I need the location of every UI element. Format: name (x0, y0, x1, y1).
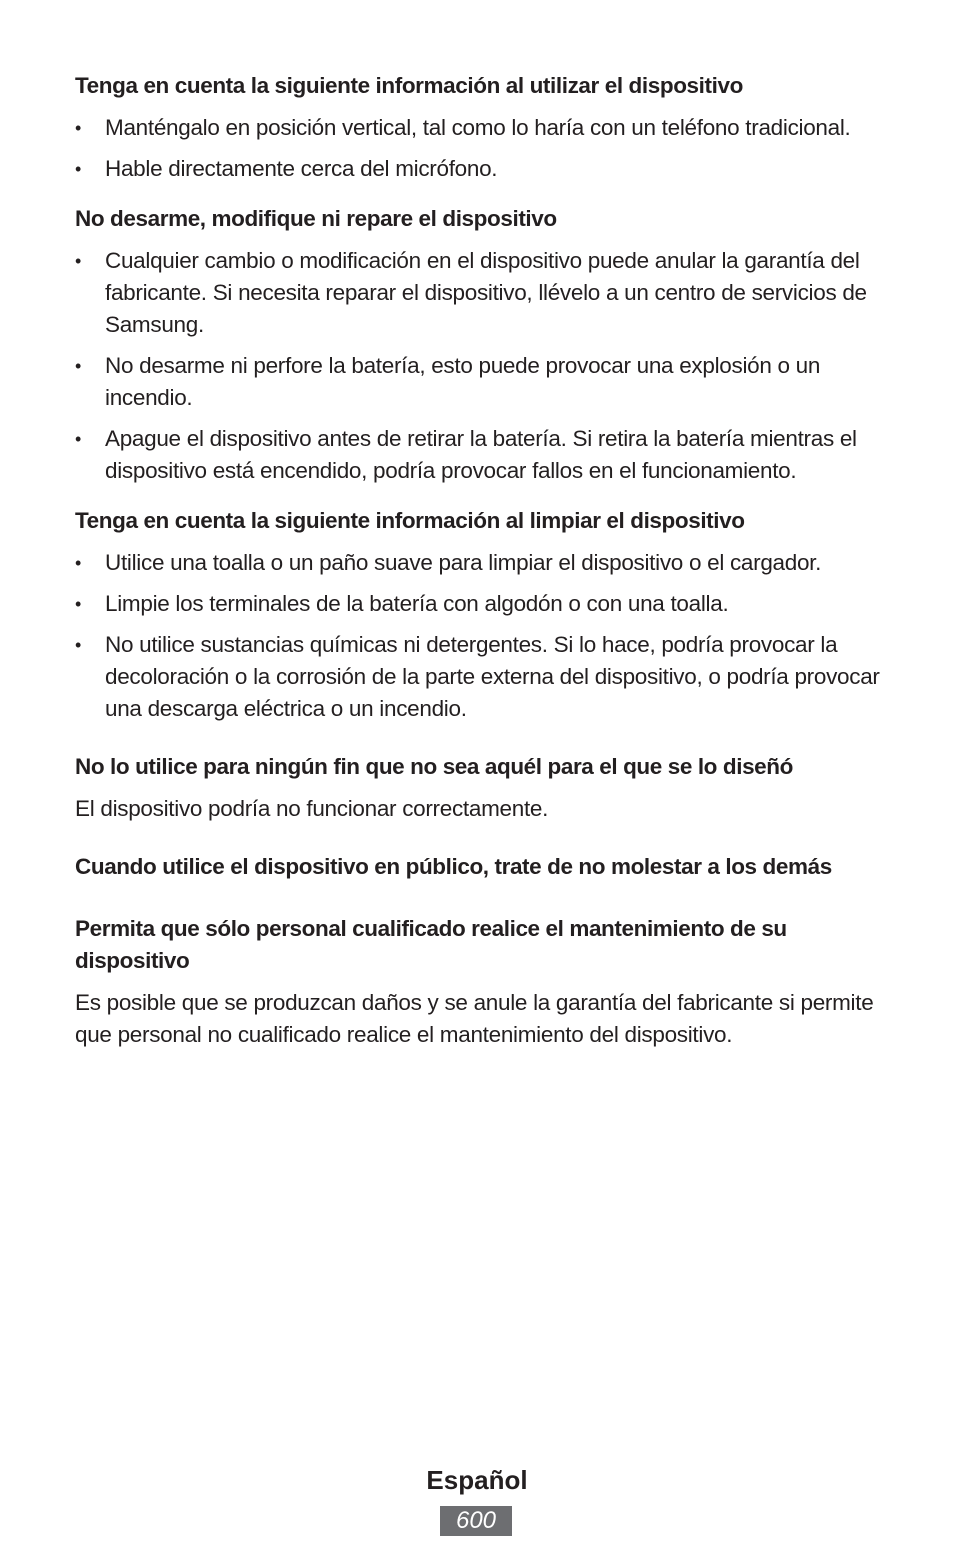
list-item-text: Cualquier cambio o modificación en el dispositivo puede anular la garantía del fabricante. Si necesita reparar el dispositivo, llévelo a un centro de servicios de Samsung. (105, 248, 867, 337)
list-item (75, 547, 883, 579)
list-item (75, 112, 883, 144)
document-body (75, 70, 883, 1051)
bullet-list (75, 245, 883, 487)
bullet-icon: • (75, 356, 82, 376)
bullet-icon: • (75, 251, 82, 271)
section-heading: Cuando utilice el dispositivo en público, trate de no molestar a los demás (75, 854, 832, 879)
bullet-icon: • (75, 594, 82, 614)
section-public-use (75, 851, 883, 883)
list-item (75, 588, 883, 620)
list-item-text: No desarme ni perfore la batería, esto puede provocar una explosión o un incendio. (105, 353, 821, 410)
section-heading: Permita que sólo personal cualificado realice el mantenimiento de su dispositivo (75, 916, 787, 973)
list-item (75, 423, 883, 487)
bullet-icon: • (75, 118, 82, 138)
bullet-list (75, 547, 883, 725)
section-text: Es posible que se produzcan daños y se anule la garantía del fabricante si permite que personal no cualificado realice el mantenimiento del dispositivo. (75, 990, 874, 1047)
bullet-icon: • (75, 429, 82, 449)
list-item-text: Manténgalo en posición vertical, tal como lo haría con un teléfono tradicional. (105, 115, 851, 140)
list-item (75, 629, 883, 725)
section-no-disassemble (75, 203, 883, 487)
section-text: El dispositivo podría no funcionar correctamente. (75, 796, 549, 821)
bullet-icon: • (75, 159, 82, 179)
section-cleaning (75, 505, 883, 725)
bullet-icon: • (75, 635, 82, 655)
list-item (75, 245, 883, 341)
footer-language: Español (426, 1465, 528, 1495)
list-item-text: Limpie los terminales de la batería con algodón o con una toalla. (105, 591, 729, 616)
section-heading: No desarme, modifique ni repare el dispositivo (75, 206, 557, 231)
bullet-list (75, 112, 883, 185)
page-number-badge: 600 (440, 1506, 512, 1536)
section-heading: Tenga en cuenta la siguiente información al utilizar el dispositivo (75, 73, 743, 98)
list-item (75, 153, 883, 185)
section-usage (75, 70, 883, 185)
section-intended-use (75, 751, 883, 825)
list-item (75, 350, 883, 414)
section-heading: Tenga en cuenta la siguiente información al limpiar el dispositivo (75, 508, 745, 533)
list-item-text: Apague el dispositivo antes de retirar la batería. Si retira la batería mientras el dispositivo está encendido, podría provocar fallos en el funcionamiento. (105, 426, 857, 483)
list-item-text: No utilice sustancias químicas ni detergentes. Si lo hace, podría provocar la decoloración o la corrosión de la parte externa del dispositivo, o podría provocar una descarga eléctrica o un incendio. (105, 632, 880, 721)
section-qualified-service (75, 913, 883, 1051)
bullet-icon: • (75, 553, 82, 573)
list-item-text: Utilice una toalla o un paño suave para limpiar el dispositivo o el cargador. (105, 550, 822, 575)
list-item-text: Hable directamente cerca del micrófono. (105, 156, 498, 181)
section-heading: No lo utilice para ningún fin que no sea aquél para el que se lo diseñó (75, 754, 793, 779)
